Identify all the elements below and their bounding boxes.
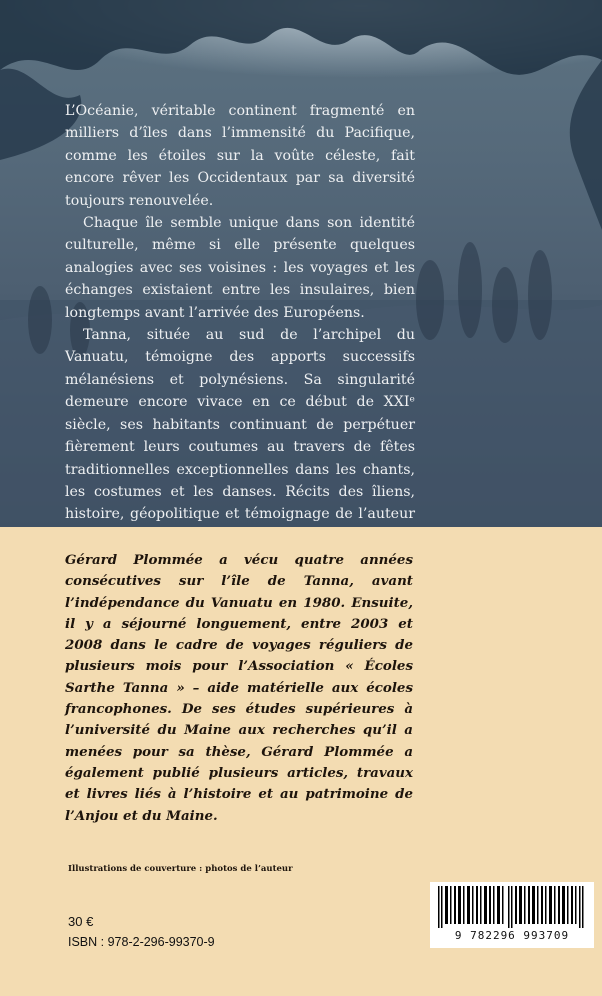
illustration-credits: Illustrations de couverture : photos de l’auteur — [68, 864, 293, 874]
price: 30 € — [68, 914, 94, 929]
barcode-number: 9 782296 993709 — [454, 929, 570, 942]
back-cover-summary — [65, 100, 415, 527]
barcode — [430, 882, 594, 948]
summary-paragraph: Tanna, située au sud de l’archipel du Vanuatu, témoigne des apports successifs mélanésiens et polynésiens. Sa singularité demeure encore vivace en ce début de XXIᵉ siècle, ses habitants continuant de perpétuer fièrement leurs coutumes au travers de fêtes traditionnelles exceptionnelles dans les chants, les costumes et les danses. Récits des îliens, histoire, géopolitique et témoignage de l’auteur — [65, 327, 415, 523]
isbn: ISBN : 978-2-296-99370-9 — [68, 935, 215, 949]
barcode-bars — [436, 886, 588, 928]
summary-paragraph: L’Océanie, véritable continent fragmenté en milliers d’îles dans l’immensité du Pacifique, comme les étoiles sur la voûte céleste, fait encore rêver les Occidentaux par sa diversité toujours renouvelée. — [65, 103, 415, 209]
summary-paragraph: Chaque île semble unique dans son identité culturelle, même si elle présente quelques analogies avec ses voisines : les voyages et les échanges existaient entre les insulaires, bien longtemps avant l’arrivée des Européens. — [65, 215, 415, 321]
author-bio: Gérard Plommée a vécu quatre années consécutives sur l’île de Tanna, avant l’indépendance du Vanuatu en 1980. Ensuite, il y a séjourné longuement, entre 2003 et 2008 dans le cadre de voyages réguliers de plusieurs mois pour l’Association « Écoles Sarthe Tanna » – aide matérielle aux écoles francophones. De ses études supérieures à l’université du Maine aux recherches qu’il a menées pour sa thèse, Gérard Plommée a également publié plusieurs articles, travaux et livres liés à l’histoire et au patrimoine de l’Anjou et du Maine. — [65, 552, 413, 824]
